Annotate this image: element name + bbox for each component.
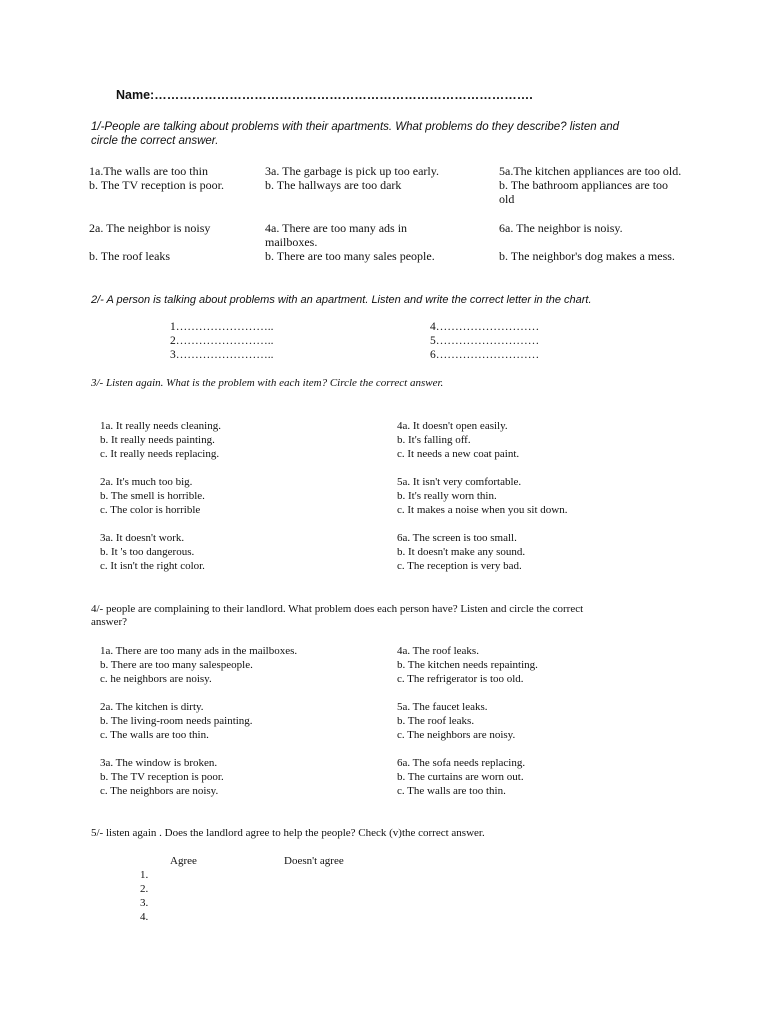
s1-q2b: b. The roof leaks xyxy=(89,249,171,263)
s5-row-3: 3. xyxy=(140,897,149,909)
s3-q5b: b. It's really worn thin. xyxy=(397,490,497,502)
s3-q4a: 4a. It doesn't open easily. xyxy=(397,420,508,432)
s3-q6b: b. It doesn't make any sound. xyxy=(397,546,526,558)
s2-blank-6: 6……………………… xyxy=(430,349,540,361)
section3-instruction: 3/- Listen again. What is the problem with each item? Circle the correct answer. xyxy=(91,377,444,389)
s4-q5b: b. The roof leaks. xyxy=(397,715,475,727)
s5-row-2: 2. xyxy=(140,883,149,895)
s3-q2b: b. The smell is horrible. xyxy=(100,490,205,502)
s3-q5c: c. It makes a noise when you sit down. xyxy=(397,504,568,516)
s4-q6a: 6a. The sofa needs replacing. xyxy=(397,757,526,769)
section4-instruction-line1: 4/- people are complaining to their landlord. What problem does each person have? Listen and circle the correct xyxy=(91,603,584,615)
s3-q3b: b. It 's too dangerous. xyxy=(100,546,195,558)
s4-q2b: b. The living-room needs painting. xyxy=(100,715,253,727)
s3-q5a: 5a. It isn't very comfortable. xyxy=(397,476,522,488)
s4-q1a: 1a. There are too many ads in the mailboxes. xyxy=(100,645,298,657)
s2-blank-5: 5……………………… xyxy=(430,335,540,347)
s1-q1b: b. The TV reception is poor. xyxy=(89,178,224,192)
s4-q5a: 5a. The faucet leaks. xyxy=(397,701,488,713)
s1-q5a: 5a.The kitchen appliances are too old. xyxy=(499,164,682,178)
s3-q1c: c. It really needs replacing. xyxy=(100,448,220,460)
s3-q1a: 1a. It really needs cleaning. xyxy=(100,420,221,432)
s2-blank-1: 1…………………….. xyxy=(170,321,274,333)
s5-agree-header: Agree xyxy=(170,855,197,867)
s2-blank-2: 2…………………….. xyxy=(170,335,274,347)
s5-row-4: 4. xyxy=(140,911,149,923)
s4-q3b: b. The TV reception is poor. xyxy=(100,771,224,783)
s3-q6a: 6a. The screen is too small. xyxy=(397,532,517,544)
section5-instruction: 5/- listen again . Does the landlord agree to help the people? Check (v)the correct answer. xyxy=(91,827,485,839)
s2-blank-3: 3…………………….. xyxy=(170,349,274,361)
s1-q5b: b. The bathroom appliances are too xyxy=(499,178,669,192)
s4-q3c: c. The neighbors are noisy. xyxy=(100,785,219,797)
s3-q3a: 3a. It doesn't work. xyxy=(100,532,185,544)
s4-q3a: 3a. The window is broken. xyxy=(100,757,218,769)
s4-q1b: b. There are too many salespeople. xyxy=(100,659,253,671)
section4-instruction-line2: answer? xyxy=(91,616,128,628)
s3-q6c: c. The reception is very bad. xyxy=(397,560,522,572)
s4-q2a: 2a. The kitchen is dirty. xyxy=(100,701,204,713)
s1-q4a-cont: mailboxes. xyxy=(265,235,318,249)
s3-q2c: c. The color is horrible xyxy=(100,504,201,516)
s4-q1c: c. he neighbors are noisy. xyxy=(100,673,212,685)
s2-blank-4: 4……………………… xyxy=(430,321,540,333)
s1-q4a: 4a. There are too many ads in xyxy=(265,221,408,235)
s3-q3c: c. It isn't the right color. xyxy=(100,560,205,572)
section1-instruction-line1: 1/-People are talking about problems with their apartments. What problems do they describe? listen and xyxy=(91,121,620,133)
s4-q4a: 4a. The roof leaks. xyxy=(397,645,479,657)
s5-disagree-header: Doesn't agree xyxy=(284,855,344,867)
s4-q2c: c. The walls are too thin. xyxy=(100,729,209,741)
name-field-line: Name:………………………………………………………………………………. xyxy=(116,88,533,102)
s1-q1a: 1a.The walls are too thin xyxy=(89,164,208,178)
s3-q2a: 2a. It's much too big. xyxy=(100,476,193,488)
s1-q3a: 3a. The garbage is pick up too early. xyxy=(265,164,439,178)
s1-q6a: 6a. The neighbor is noisy. xyxy=(499,221,623,235)
s4-q6b: b. The curtains are worn out. xyxy=(397,771,524,783)
s4-q4b: b. The kitchen needs repainting. xyxy=(397,659,538,671)
s4-q6c: c. The walls are too thin. xyxy=(397,785,506,797)
section2-instruction: 2/- A person is talking about problems with an apartment. Listen and write the correct letter in the chart. xyxy=(91,294,592,306)
s1-q5b-cont: old xyxy=(499,192,515,206)
s3-q4b: b. It's falling off. xyxy=(397,434,471,446)
s1-q4b: b. There are too many sales people. xyxy=(265,249,435,263)
s3-q1b: b. It really needs painting. xyxy=(100,434,215,446)
s4-q4c: c. The refrigerator is too old. xyxy=(397,673,524,685)
s3-q4c: c. It needs a new coat paint. xyxy=(397,448,520,460)
s1-q3b: b. The hallways are too dark xyxy=(265,178,402,192)
s1-q6b: b. The neighbor's dog makes a mess. xyxy=(499,249,675,263)
s5-row-1: 1. xyxy=(140,869,149,881)
s1-q2a: 2a. The neighbor is noisy xyxy=(89,221,211,235)
section1-instruction-line2: circle the correct answer. xyxy=(91,135,219,147)
s4-q5c: c. The neighbors are noisy. xyxy=(397,729,516,741)
